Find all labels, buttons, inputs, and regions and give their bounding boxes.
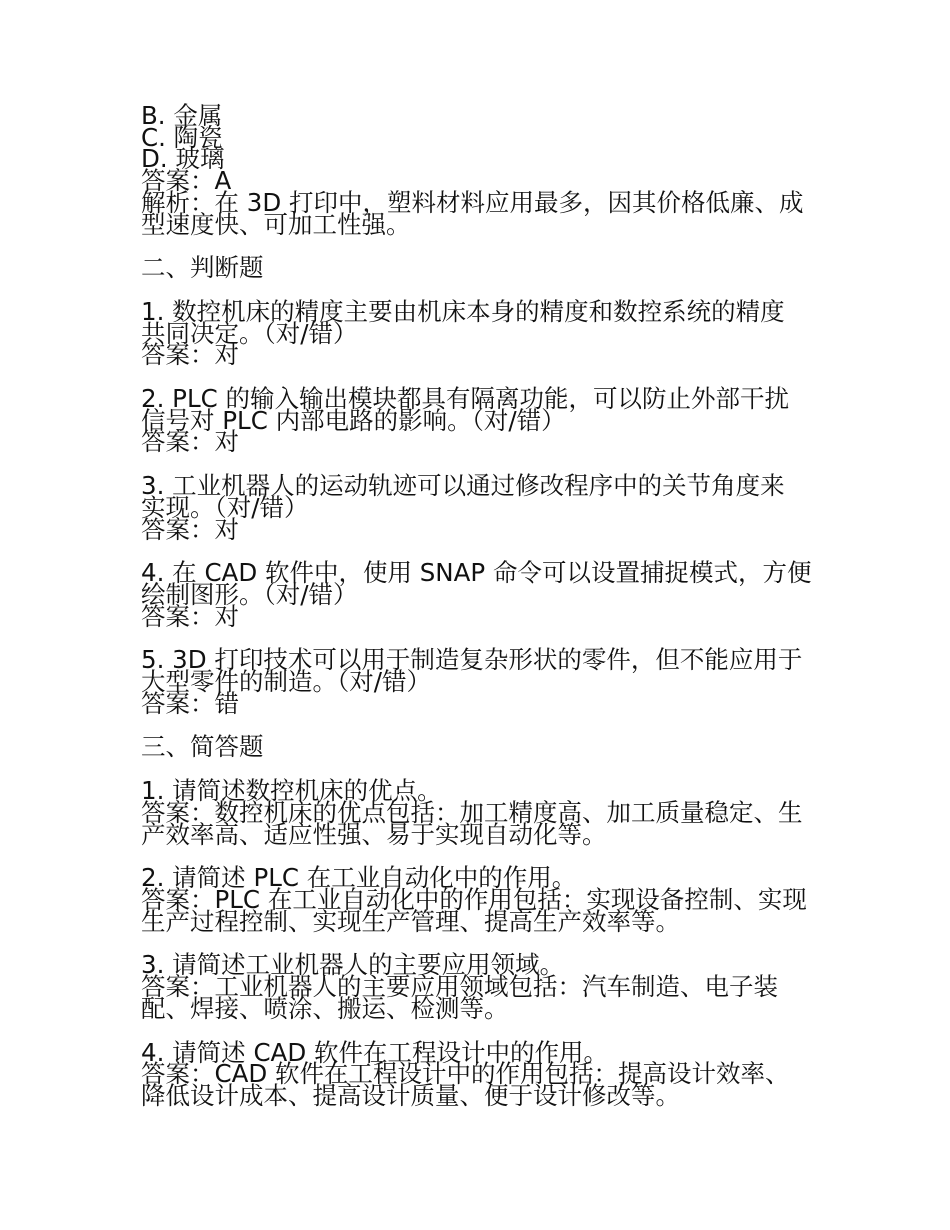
- short-answer-question: [141, 863, 821, 936]
- explanation-line: 型速度快、可加工性强。: [141, 209, 411, 239]
- option-d: D. 玻璃: [141, 144, 225, 174]
- question-line: 1. 数控机床的精度主要由机床本身的精度和数控系统的精度: [141, 296, 785, 326]
- document-page: [141, 101, 821, 1110]
- answer-line: 答案：CAD 软件在工程设计中的作用包括：提高设计效率、: [141, 1059, 790, 1089]
- judgment-question: [141, 558, 821, 631]
- choice-question-tail: [141, 101, 821, 239]
- answer-line: 答案：PLC 在工业自动化中的作用包括：实现设备控制、实现: [141, 884, 807, 914]
- answer: 答案：错: [141, 688, 239, 718]
- question-line: 2. PLC 的输入输出模块都具有隔离功能，可以防止外部干扰: [141, 384, 789, 414]
- short-answer-question: [141, 1037, 821, 1110]
- answer-line: 配、焊接、喷涂、搬运、检测等。: [141, 993, 509, 1023]
- question-line: 2. 请简述 PLC 在工业自动化中的作用。: [141, 863, 577, 893]
- judgment-question: [141, 296, 821, 370]
- question-line: 4. 在 CAD 软件中，使用 SNAP 命令可以设置捕捉模式，方便: [141, 558, 812, 588]
- option-c: C. 陶瓷: [141, 122, 223, 152]
- answer-line: 答案：工业机器人的主要应用领域包括：汽车制造、电子装: [141, 972, 778, 1002]
- answer: 答案：对: [141, 601, 239, 631]
- question-line: 绘制图形。（对/错）: [141, 579, 358, 609]
- question-line: 共同决定。（对/错）: [141, 318, 358, 348]
- answer: 答案：对: [141, 427, 239, 457]
- question-line: 1. 请简述数控机床的优点。: [141, 776, 442, 806]
- judgment-question: [141, 384, 821, 457]
- judgment-question: [141, 471, 821, 544]
- question-line: 3. 请简述工业机器人的主要应用领域。: [141, 950, 565, 980]
- answer-line: 答案：数控机床的优点包括：加工精度高、加工质量稳定、生: [141, 797, 803, 827]
- answer-line: 产效率高、适应性强、易于实现自动化等。: [141, 819, 607, 849]
- short-answer-question: [141, 950, 821, 1023]
- answer: 答案：A: [141, 166, 232, 196]
- answer-line: 降低设计成本、提高设计质量、便于设计修改等。: [141, 1080, 680, 1110]
- section-title-short-answer: 三、简答题: [141, 732, 264, 762]
- answer: 答案：对: [141, 514, 239, 544]
- option-b: B. 金属: [141, 101, 223, 130]
- short-answer-question: [141, 776, 821, 849]
- question-line: 实现。（对/错）: [141, 492, 309, 522]
- question-line: 大型零件的制造。（对/错）: [141, 667, 432, 697]
- section-title-judgment: 二、判断题: [141, 253, 264, 283]
- question-line: 3. 工业机器人的运动轨迹可以通过修改程序中的关节角度来: [141, 471, 785, 501]
- question-line: 5. 3D 打印技术可以用于制造复杂形状的零件，但不能应用于: [141, 645, 803, 675]
- answer-line: 生产过程控制、实现生产管理、提高生产效率等。: [141, 906, 680, 936]
- explanation-line: 解析：在 3D 打印中，塑料材料应用最多，因其价格低廉、成: [141, 187, 804, 217]
- judgment-question: [141, 645, 821, 718]
- question-line: 4. 请简述 CAD 软件在工程设计中的作用。: [141, 1037, 608, 1067]
- question-line: 信号对 PLC 内部电路的影响。（对/错）: [141, 405, 566, 435]
- answer: 答案：对: [141, 340, 239, 370]
